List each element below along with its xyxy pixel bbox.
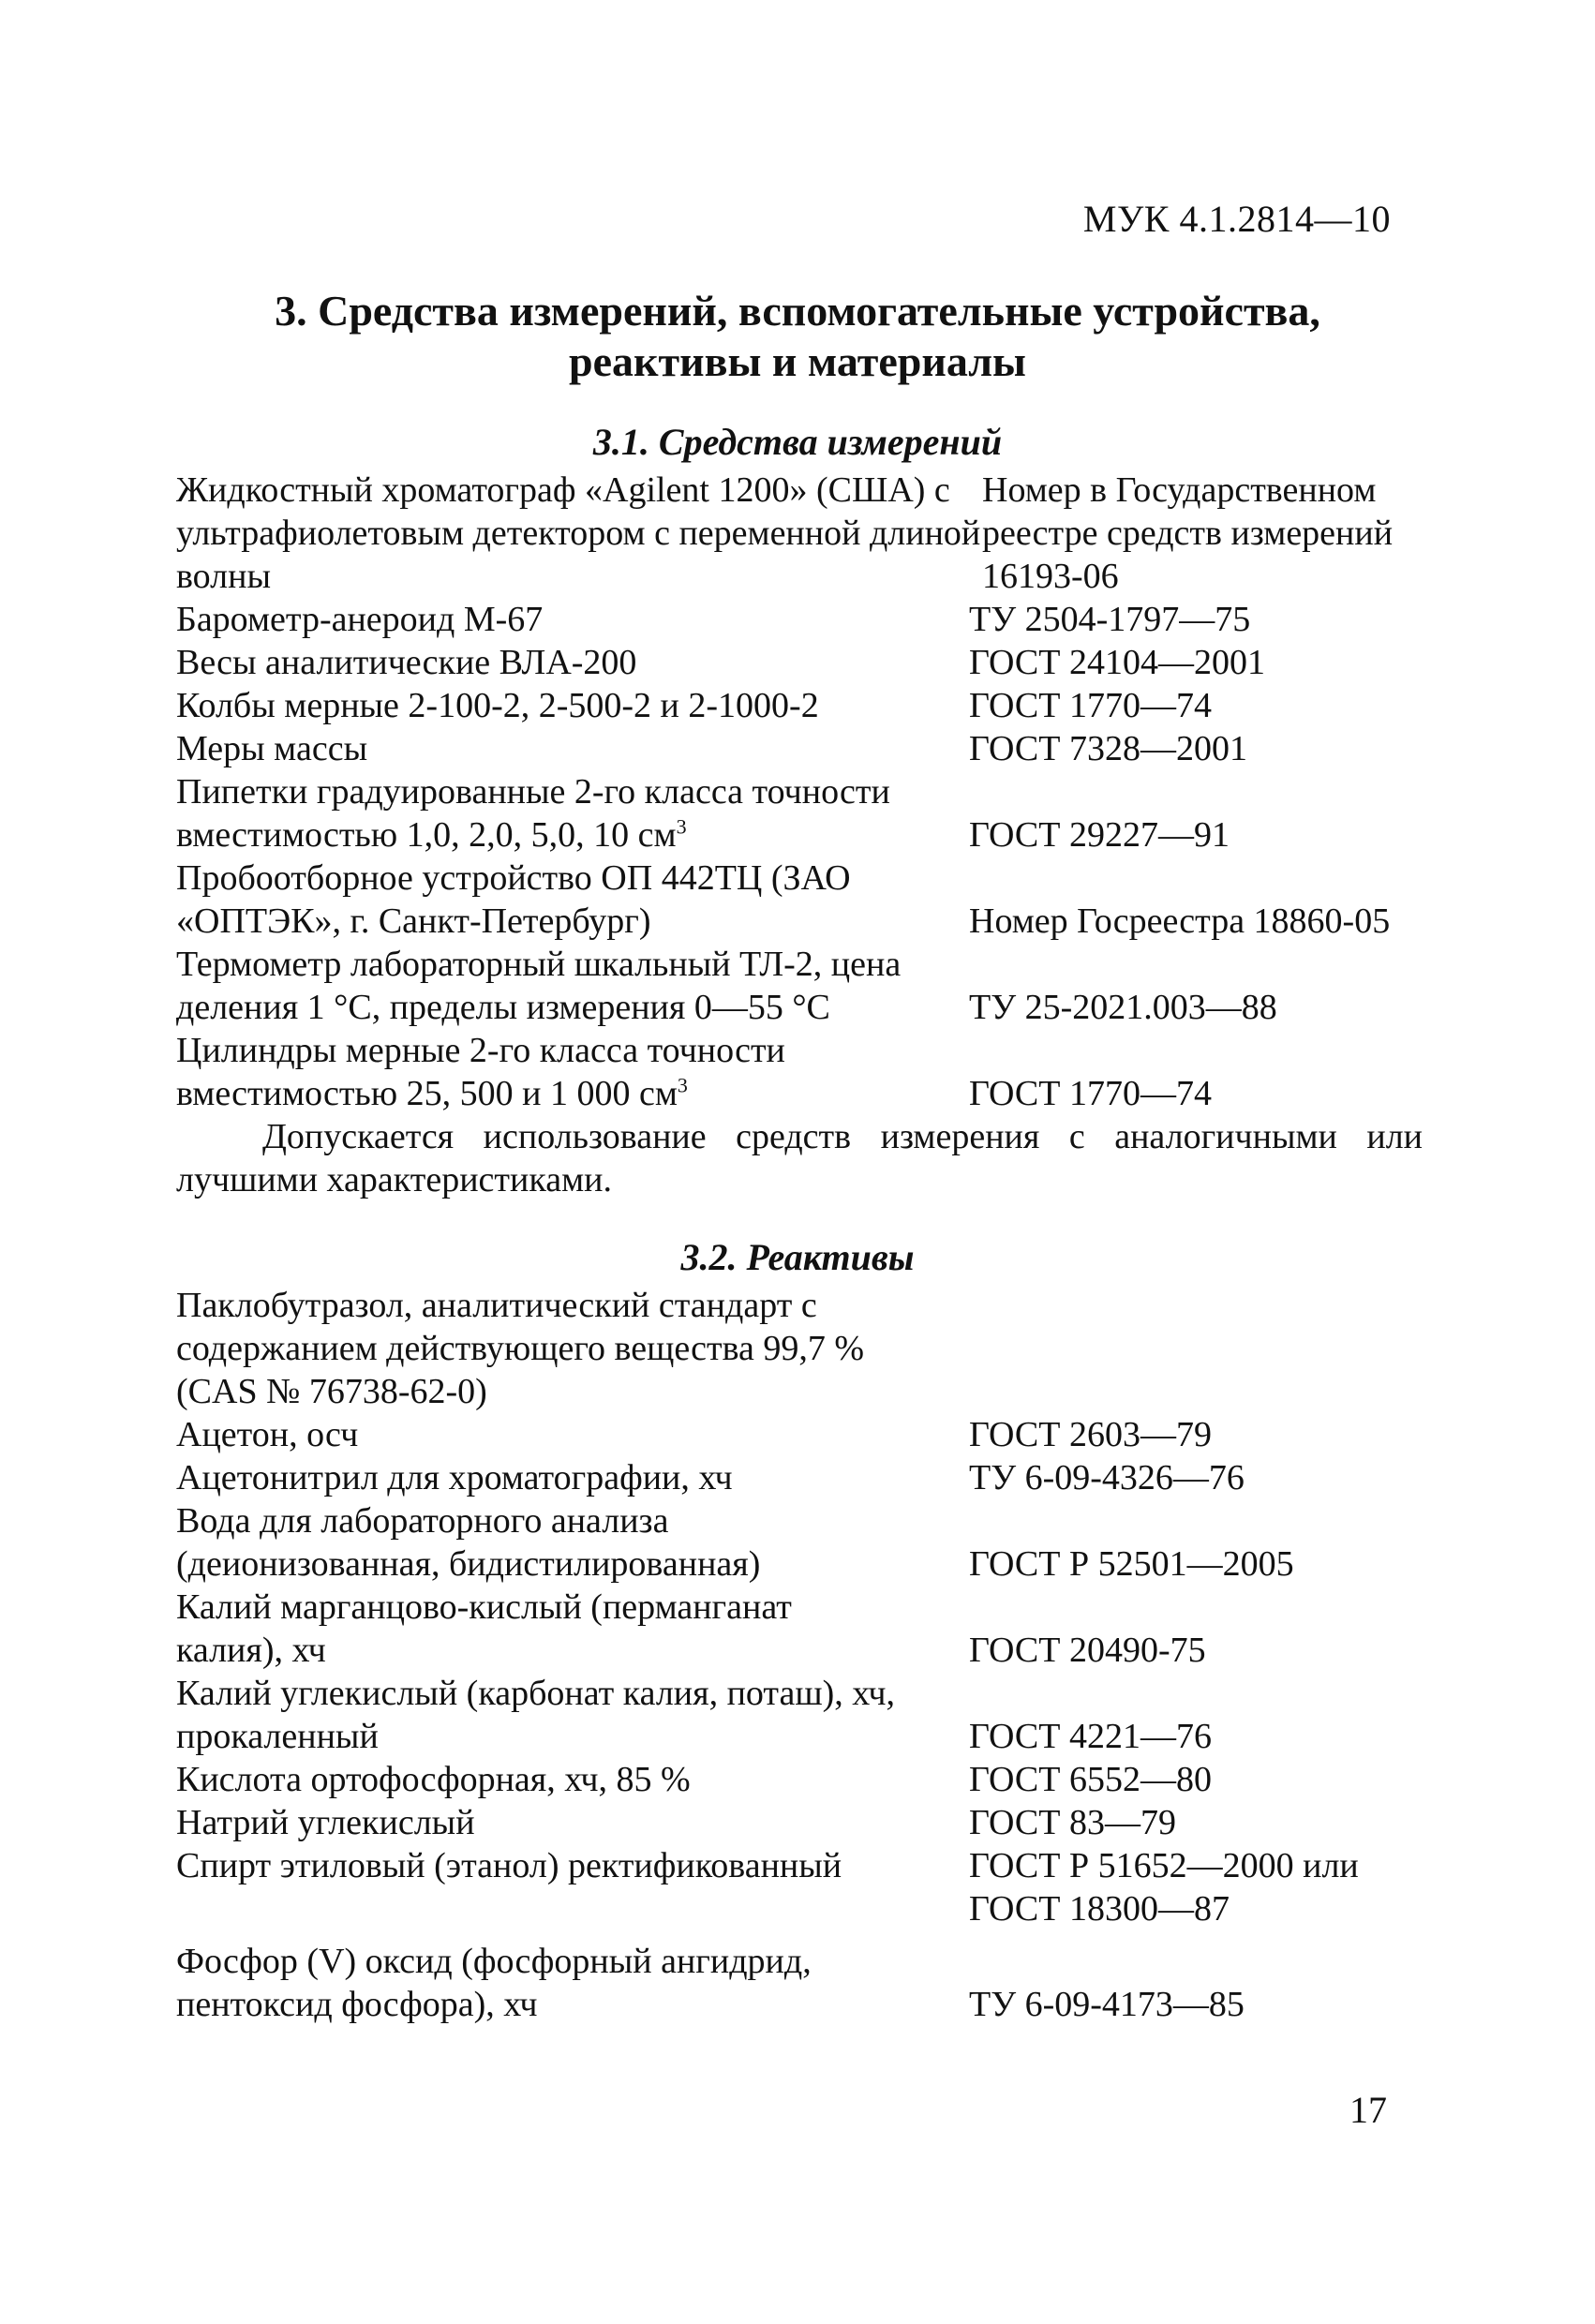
measuring-instruments-list: [176, 469, 1432, 1115]
item-name: Калий углекислый (карбонат калия, поташ), хч, прокаленный: [176, 1674, 895, 1756]
page-title: [0, 286, 1595, 387]
list-item: [176, 1284, 1359, 1413]
list-item: [176, 1586, 1359, 1672]
item-name: Барометр-анероид М-67: [176, 600, 544, 639]
list-item: [176, 1844, 1359, 1930]
title-line-1: 3. Средства измерений, вспомогательные устройства,: [275, 287, 1320, 335]
item-standard: ГОСТ Р 52501—2005: [969, 1544, 1294, 1584]
item-name: Калий марганцово-кислый (перманганат калия), хч: [176, 1587, 792, 1670]
item-name: Пипетки градуированные 2-го класса точности вместимостью 1,0, 2,0, 5,0, 10 $см^3$: [176, 772, 890, 855]
list-item: [176, 857, 1432, 943]
page-number: 17: [1349, 2089, 1387, 2131]
list-item: [176, 1029, 1432, 1115]
note-paragraph: Допускается использование средств измерения с аналогичными или лучшими характеристиками.: [176, 1117, 1423, 1199]
list-item: [176, 1930, 1359, 2026]
item-name: Термометр лабораторный шкальный ТЛ-2, цена деления 1 °С, пределы измерения 0—55 °С: [176, 945, 902, 1027]
item-standard: ГОСТ 29227—91: [969, 815, 1230, 855]
item-name: Колбы мерные 2-100-2, 2-500-2 и 2-1000-2: [176, 686, 819, 725]
item-name: Жидкостный хроматограф «Agilent 1200» (США) с ультрафиолетовым детектором с переменной длиной волны: [176, 470, 981, 596]
list-item: [176, 1413, 1359, 1456]
item-name: Цилиндры мерные 2-го класса точности вместимостью 25, 500 и 1 000 $см^3$: [176, 1031, 785, 1113]
list-item: [176, 727, 1432, 770]
item-standard: Номер в Государственном реестре средств измерений 16193-06: [982, 470, 1394, 596]
item-standard: ТУ 6-09-4326—76: [969, 1458, 1245, 1497]
title-line-2: реактивы и материалы: [569, 337, 1026, 385]
section-2-title: 3.2. Реактивы: [680, 1236, 915, 1278]
list-item: [176, 1758, 1359, 1801]
item-name: Пробоотборное устройство ОП 442ТЦ (ЗАО «ОПТЭК», г. Санкт-Петербург): [176, 858, 851, 941]
item-name: Меры массы: [176, 729, 368, 768]
item-standard: ТУ 6-09-4173—85: [969, 1985, 1245, 2024]
item-standard: ГОСТ 20490-75: [969, 1631, 1206, 1670]
item-standard: Номер Госреестра 18860-05: [969, 901, 1391, 941]
item-standard: ГОСТ 7328—2001: [969, 729, 1247, 768]
item-name: Кислота ортофосфорная, хч, 85 %: [176, 1760, 691, 1799]
item-name: Фосфор (V) оксид (фосфорный ангидрид, пентоксид фосфора), хч: [176, 1942, 812, 2024]
document-code: МУК 4.1.2814—10: [1082, 198, 1391, 240]
item-name: Спирт этиловый (этанол) ректификованный: [176, 1846, 842, 1885]
list-item: [176, 641, 1432, 684]
list-item: [176, 1456, 1359, 1499]
list-item: [176, 943, 1432, 1029]
item-name: Ацетонитрил для хроматографии, хч: [176, 1458, 733, 1497]
item-standard: ГОСТ 4221—76: [969, 1717, 1212, 1756]
reagents-list: [176, 1284, 1359, 2026]
list-item: [176, 1499, 1359, 1586]
list-item: [176, 1672, 1359, 1758]
item-standard: ТУ 2504-1797—75: [969, 600, 1251, 639]
item-standard: ГОСТ 24104—2001: [969, 643, 1265, 682]
list-item: [176, 770, 1432, 857]
item-name: Вода для лабораторного анализа (деионизованная, бидистилированная): [176, 1501, 761, 1584]
list-item: [176, 684, 1432, 727]
item-standard: ГОСТ 1770—74: [969, 1074, 1212, 1113]
section-1-title: 3.1. Средства измерений: [592, 421, 1003, 463]
item-standard: ГОСТ 2603—79: [969, 1415, 1212, 1454]
list-item: [176, 1801, 1359, 1844]
list-item: [176, 598, 1432, 641]
item-name: Ацетон, осч: [176, 1415, 359, 1454]
item-standard: ГОСТ 83—79: [969, 1803, 1176, 1842]
item-name: Паклобутразол, аналитический стандарт с содержанием действующего вещества 99,7 % (CAS № 76738-62-0): [176, 1286, 865, 1411]
item-standard: ГОСТ Р 51652—2000 или ГОСТ 18300—87: [969, 1846, 1359, 1929]
item-name: Весы аналитические ВЛА-200: [176, 643, 637, 682]
list-item: [176, 469, 1432, 598]
item-standard: ГОСТ 1770—74: [969, 686, 1212, 725]
item-name: Натрий углекислый: [176, 1803, 475, 1842]
item-standard: ГОСТ 6552—80: [969, 1760, 1212, 1799]
item-standard: ТУ 25-2021.003—88: [969, 988, 1277, 1027]
